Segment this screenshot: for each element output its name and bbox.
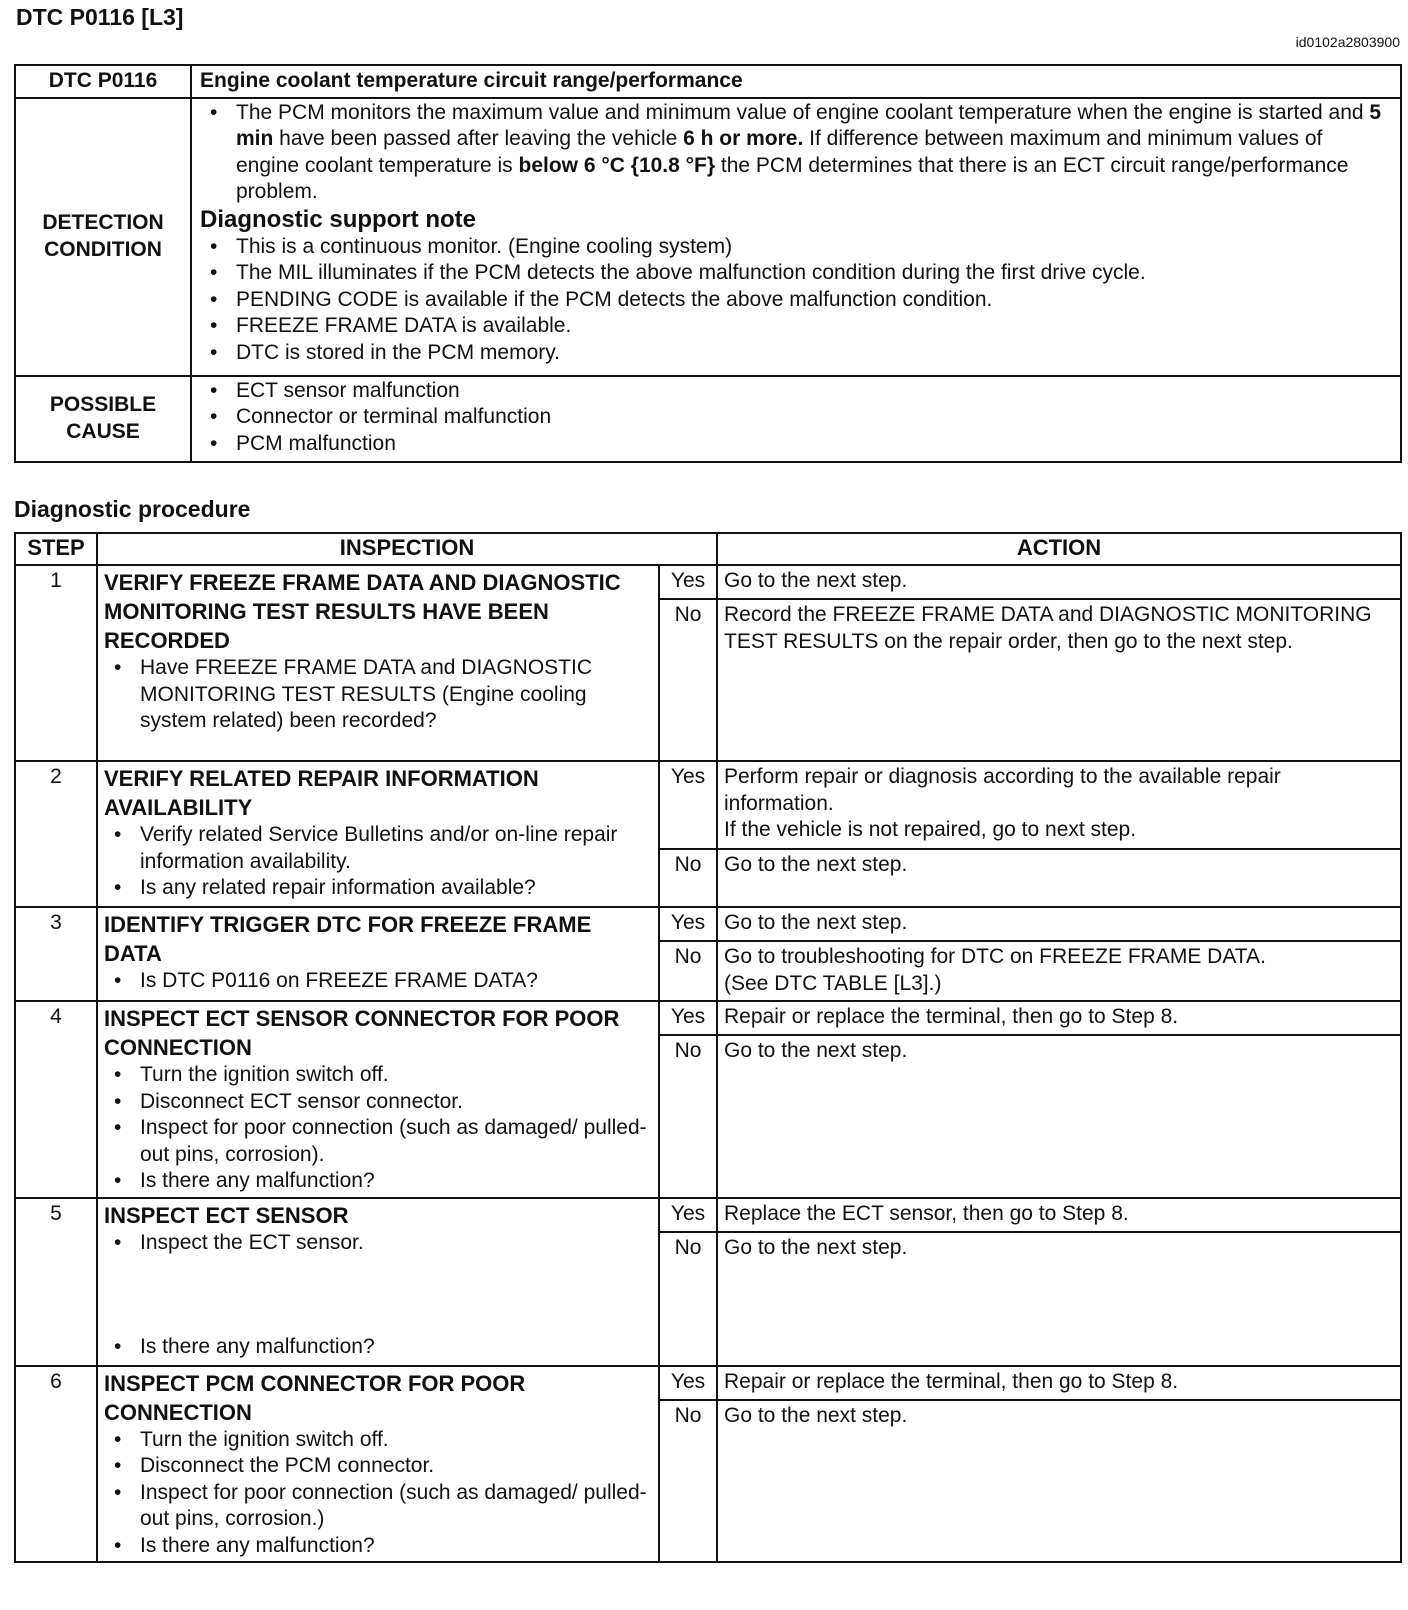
possible-cause-item: • Connector or terminal malfunction [200,404,1390,431]
yes-action [717,761,1401,849]
inspection-bullet: • Inspect the ECT sensor. [104,1230,652,1257]
detection-label-line2: CONDITION [44,237,162,261]
possible-cause-content [191,376,1401,462]
detection-condition-content [191,98,1401,376]
step-title: INSPECT ECT SENSOR [104,1202,349,1228]
yes-action: Replace the ECT sensor, then go to Step 8. [717,1198,1401,1232]
yes-label: Yes [659,761,717,849]
inspection-bullet: • Is there any malfunction? [104,1533,652,1560]
dtc-info-table [14,64,1402,463]
no-label: No [659,1035,717,1197]
no-label: No [659,1232,717,1366]
yes-label: Yes [659,1366,717,1400]
step-number: 4 [15,1001,97,1198]
step-inspection [97,1366,659,1563]
support-note-title: Diagnostic support note [200,205,476,233]
yes-label: Yes [659,907,717,941]
inspection-bullet: • Inspect for poor connection (such as damaged/ pulled-out pins, corrosion.) [104,1480,652,1533]
support-notes-list [200,234,1390,367]
step-inspection [97,1198,659,1366]
dtc-code-label: DTC P0116 [15,65,191,98]
no-label: No [659,941,717,1001]
support-note-item: • This is a continuous monitor. (Engine cooling system) [200,234,1390,261]
inspection-bullet: • Turn the ignition switch off. [104,1427,652,1454]
support-note-item: • The MIL illuminates if the PCM detects the above malfunction condition during the first drive cycle. [200,260,1390,287]
step-inspection [97,565,659,761]
yes-action: Repair or replace the terminal, then go to Step 8. [717,1001,1401,1035]
section-title: Diagnostic procedure [14,496,251,522]
detection-condition-label [15,98,191,376]
support-note-item: • FREEZE FRAME DATA is available. [200,313,1390,340]
possible-label-line2: CAUSE [66,419,140,443]
no-action-line1: Go to troubleshooting for DTC on FREEZE FRAME DATA. [724,945,1266,968]
no-action [717,941,1401,1001]
support-note-item: • PENDING CODE is available if the PCM detects the above malfunction condition. [200,287,1390,314]
inspection-bullet: • Inspect for poor connection (such as damaged/ pulled-out pins, corrosion). [104,1115,652,1168]
inspection-bullet: • Is there any malfunction? [104,1334,652,1361]
inspection-bullet: • Disconnect the PCM connector. [104,1453,652,1480]
inspection-bullet: • Is there any malfunction? [104,1168,652,1195]
no-action: Record the FREEZE FRAME DATA and DIAGNOSTIC MONITORING TEST RESULTS on the repair order, then go to the next step. [717,599,1401,761]
inspection-bullet: • Have FREEZE FRAME DATA and DIAGNOSTIC MONITORING TEST RESULTS (Engine cooling system related) been recorded? [104,655,652,735]
document-id: id0102a2803900 [1295,34,1400,50]
no-label: No [659,1400,717,1562]
inspection-bullet: • Disconnect ECT sensor connector. [104,1089,652,1116]
yes-action: Go to the next step. [717,565,1401,599]
yes-action-line2: If the vehicle is not repaired, go to next step. [724,818,1137,841]
detection-text: • The PCM monitors the maximum value and minimum value of engine coolant temperature when the engine is started and 5 min have been passed after leaving the vehicle 6 h or more. If difference between maximum and minimum values of engine coolant temperature is below 6 °C {10.8 °F} the PCM determines that there is an ECT circuit range/performance problem. [200,100,1390,206]
step-title: VERIFY FREEZE FRAME DATA AND DIAGNOSTIC MONITORING TEST RESULTS HAVE BEEN RECORDED [104,570,621,653]
yes-action-line1: Perform repair or diagnosis according to the available repair information. [724,765,1281,815]
inspection-bullet: • Is any related repair information available? [104,875,652,902]
no-action: Go to the next step. [717,1232,1401,1366]
no-action-line2: (See DTC TABLE [L3].) [724,971,942,995]
yes-action: Repair or replace the terminal, then go to Step 8. [717,1366,1401,1400]
no-action: Go to the next step. [717,849,1401,907]
yes-action: Go to the next step. [717,907,1401,941]
inspection-bullet: • Turn the ignition switch off. [104,1062,652,1089]
no-label: No [659,599,717,761]
step-title: INSPECT ECT SENSOR CONNECTOR FOR POOR CONNECTION [104,1006,620,1060]
step-number: 5 [15,1198,97,1366]
possible-cause-item: • PCM malfunction [200,431,1390,458]
step-number: 1 [15,565,97,761]
step-inspection [97,761,659,907]
inspection-bullet: • Is DTC P0116 on FREEZE FRAME DATA? [104,968,652,995]
inspection-bullet: • Verify related Service Bulletins and/or on-line repair information availability. [104,822,652,875]
yes-label: Yes [659,1198,717,1232]
step-title: INSPECT PCM CONNECTOR FOR POOR CONNECTION [104,1370,526,1425]
step-title: IDENTIFY TRIGGER DTC FOR FREEZE FRAME DATA [104,912,592,966]
no-action: Go to the next step. [717,1400,1401,1562]
step-number: 2 [15,761,97,907]
page-title: DTC P0116 [L3] [16,4,184,30]
diagnostic-procedure-table [14,532,1402,1563]
possible-label-line1: POSSIBLE [49,393,157,416]
yes-label: Yes [659,565,717,599]
dtc-description: Engine coolant temperature circuit range/performance [191,65,1401,98]
no-action: Go to the next step. [717,1035,1401,1197]
support-note-item: • DTC is stored in the PCM memory. [200,340,1390,367]
step-inspection [97,1001,659,1198]
yes-label: Yes [659,1001,717,1035]
possible-cause-item: • ECT sensor malfunction [200,378,1390,405]
step-inspection [97,907,659,1001]
action-header: ACTION [717,533,1401,565]
step-number: 6 [15,1366,97,1563]
no-label: No [659,849,717,907]
detection-label-line1: DETECTION [42,211,164,234]
inspection-header: INSPECTION [97,533,717,565]
possible-cause-label [15,376,191,462]
step-number: 3 [15,907,97,1001]
step-title: VERIFY RELATED REPAIR INFORMATION AVAILABILITY [104,766,539,820]
step-header: STEP [15,533,97,565]
